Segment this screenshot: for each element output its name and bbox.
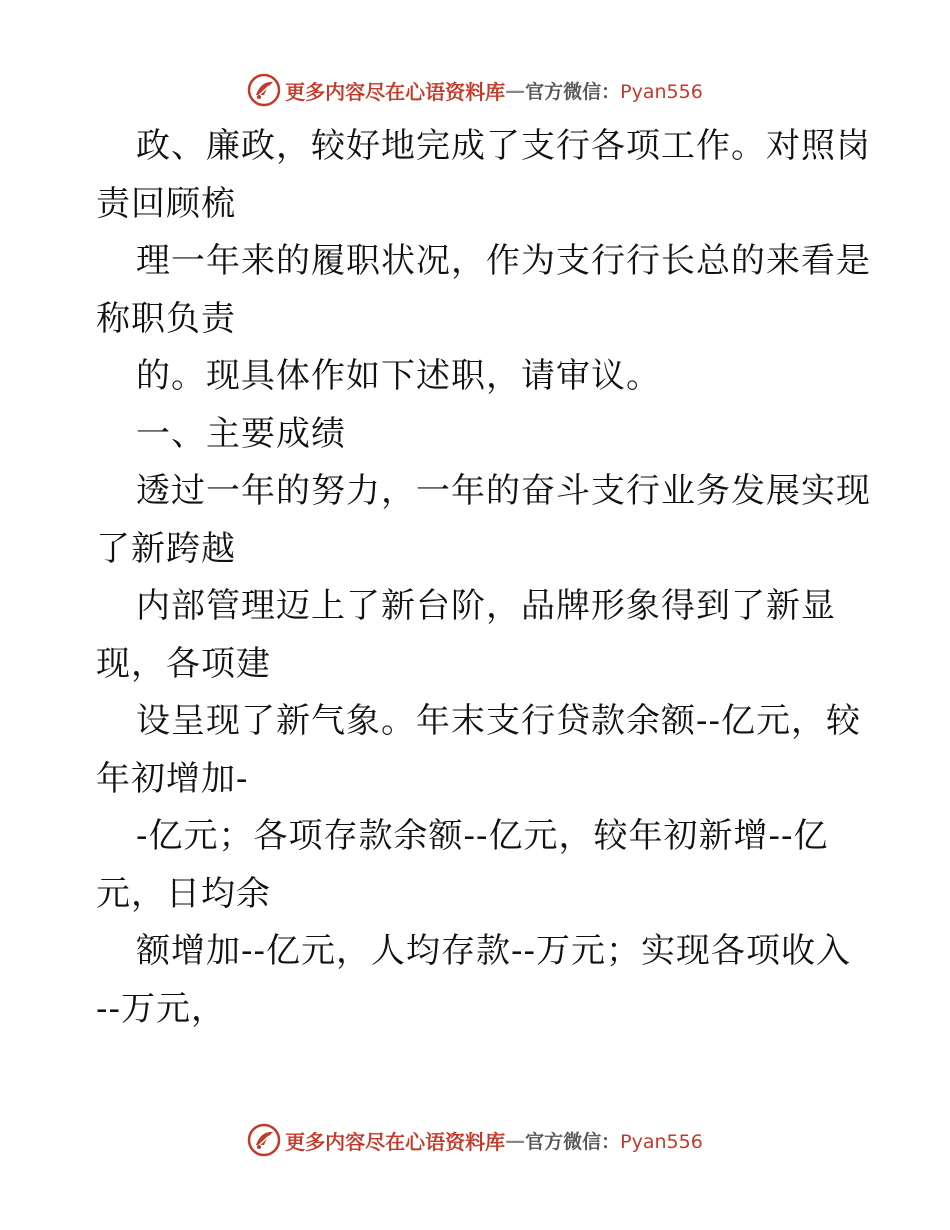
watermark-dash: — <box>505 1128 526 1152</box>
text-line: 额增加--亿元，人均存款--万元；实现各项收入 <box>136 931 851 971</box>
text-line: 了新跨越 <box>96 528 236 569</box>
header-watermark <box>0 70 950 110</box>
text-line: 透过一年的努力，一年的奋斗支行业务发展实现 <box>136 471 871 511</box>
text-line: 内部管理迈上了新台阶，品牌形象得到了新显 <box>136 586 836 626</box>
text-line: -亿元；各项存款余额--亿元，较年初新增--亿 <box>136 816 829 856</box>
text-line: 理一年来的履职状况，作为支行行长总的来看是 <box>136 241 871 281</box>
text-line: 设呈现了新气象。年末支行贷款余额--亿元，较 <box>136 701 861 741</box>
brand-logo-icon <box>247 73 281 107</box>
watermark-text: 更多内容尽在心语资料库 <box>285 1129 506 1154</box>
brand-logo-icon <box>247 1123 281 1157</box>
text-line: --万元， <box>96 988 226 1029</box>
text-line: 年初增加- <box>96 758 249 799</box>
text-line: 现，各项建 <box>96 643 271 684</box>
section-heading: 一、主要成绩 <box>136 413 346 454</box>
text-line: 政、廉政，较好地完成了支行各项工作。对照岗 <box>136 126 871 166</box>
watermark-contact <box>525 77 703 104</box>
watermark-contact-label: 官方微信： <box>525 80 621 103</box>
text-line: 元，日均余 <box>96 873 271 914</box>
watermark-contact-id: Pyan556 <box>620 80 703 103</box>
document-body <box>96 118 871 1038</box>
watermark-contact-id: Pyan556 <box>620 1130 703 1153</box>
watermark-text: 更多内容尽在心语资料库 <box>285 79 506 104</box>
watermark-dash: — <box>505 78 526 102</box>
text-line: 责回顾梳 <box>96 183 236 224</box>
text-line: 的。现具体作如下述职，请审议。 <box>136 356 661 396</box>
watermark-contact <box>525 1127 703 1154</box>
watermark-contact-label: 官方微信： <box>525 1130 621 1153</box>
footer-watermark <box>0 1120 950 1160</box>
text-line: 称职负责 <box>96 298 236 339</box>
